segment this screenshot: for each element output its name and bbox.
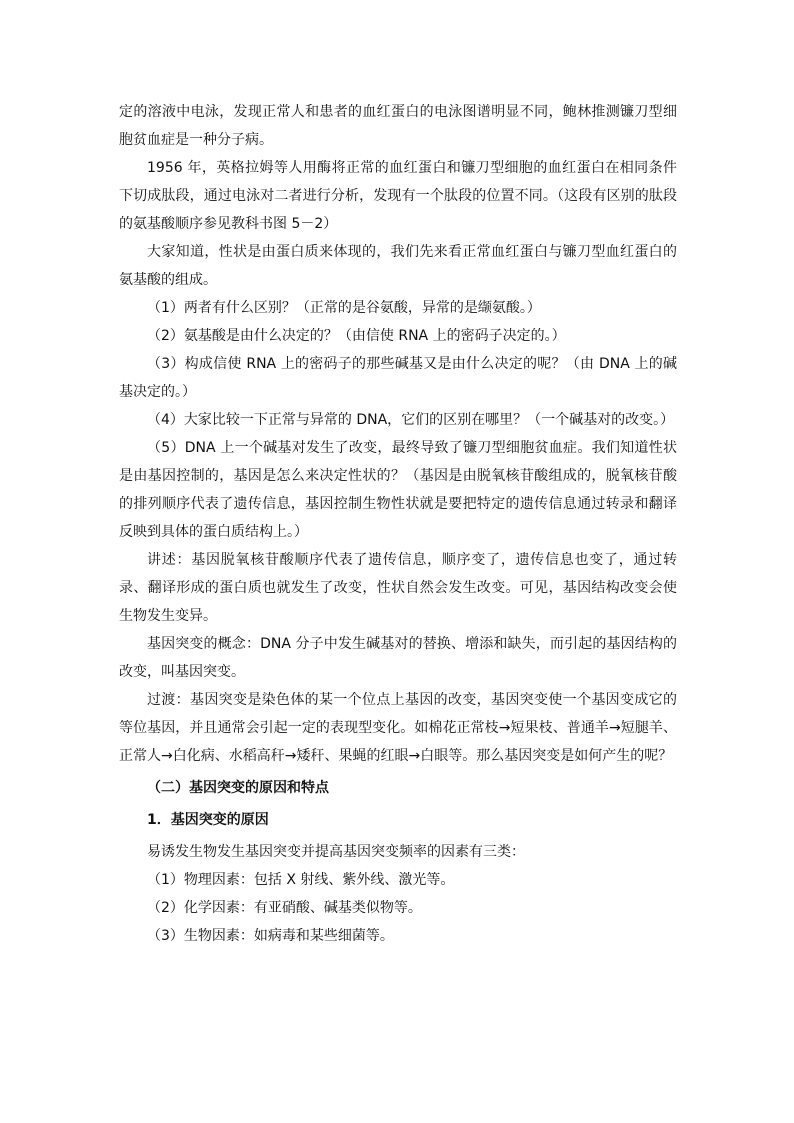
- list-item: （3）生物因素：如病毒和某些细菌等。: [147, 928, 394, 944]
- question-item: （3）构成信使 RNA 上的密码子的那些碱基又是由什么决定的呢？（由 DNA 上的碱基决定的。）: [119, 356, 677, 400]
- document-body: [119, 98, 677, 950]
- paragraph: 1956 年，英格拉姆等人用酶将正常的血红蛋白和镰刀型细胞的血红蛋白在相同条件下切成肽段，通过电泳对二者进行分析，发现有一个肽段的位置不同。（这段有区别的肽段的氨基酸顺序参见教科书图 5－2）: [119, 160, 677, 232]
- paragraph: 易诱发生物发生基因突变并提高基因突变频率的因素有三类：: [147, 844, 525, 860]
- list-item: （1）物理因素：包括 X 射线、紫外线、激光等。: [147, 872, 455, 888]
- section-heading: （二）基因突变的原因和特点: [147, 780, 329, 796]
- paragraph: 过渡：基因突变是染色体的某一个位点上基因的改变，基因突变使一个基因变成它的等位基因，并且通常会引起一定的表现型变化。如棉花正常枝→短果枝、普通羊→短腿羊、正常人→白化病、水稻高秆→矮秆、果蝇的红眼→白眼等。那么基因突变是如何产生的呢？: [119, 692, 677, 764]
- paragraph: 定的溶液中电泳，发现正常人和患者的血红蛋白的电泳图谱明显不同，鲍林推测镰刀型细胞贫血症是一种分子病。: [119, 104, 677, 148]
- list-item: （2）化学因素：有亚硝酸、碱基类似物等。: [147, 900, 422, 916]
- definition-paragraph: 基因突变的概念：DNA 分子中发生碱基对的替换、增添和缺失，而引起的基因结构的改变，叫基因突变。: [119, 636, 677, 680]
- paragraph: 讲述：基因脱氧核苷酸顺序代表了遗传信息，顺序变了，遗传信息也变了，通过转录、翻译形成的蛋白质也就发生了改变，性状自然会发生改变。可见，基因结构改变会使生物发生变异。: [119, 552, 677, 624]
- paragraph: 大家知道，性状是由蛋白质来体现的，我们先来看正常血红蛋白与镰刀型血红蛋白的氨基酸的组成。: [119, 244, 677, 288]
- question-item: （5）DNA 上一个碱基对发生了改变，最终导致了镰刀型细胞贫血症。我们知道性状是由基因控制的，基因是怎么来决定性状的？（基因是由脱氧核苷酸组成的，脱氧核苷酸的排列顺序代表了遗传信息，基因控制生物性状就是要把特定的遗传信息通过转录和翻译反映到具体的蛋白质结构上。）: [119, 440, 677, 540]
- question-item: （1）两者有什么区别？（正常的是谷氨酸，异常的是缬氨酸。）: [147, 300, 541, 316]
- question-item: （4）大家比较一下正常与异常的 DNA，它们的区别在哪里？（一个碱基对的改变。）: [147, 412, 675, 428]
- subsection-heading: 1．基因突变的原因: [147, 812, 269, 828]
- question-item: （2）氨基酸是由什么决定的？（由信使 RNA 上的密码子决定的。）: [147, 328, 566, 344]
